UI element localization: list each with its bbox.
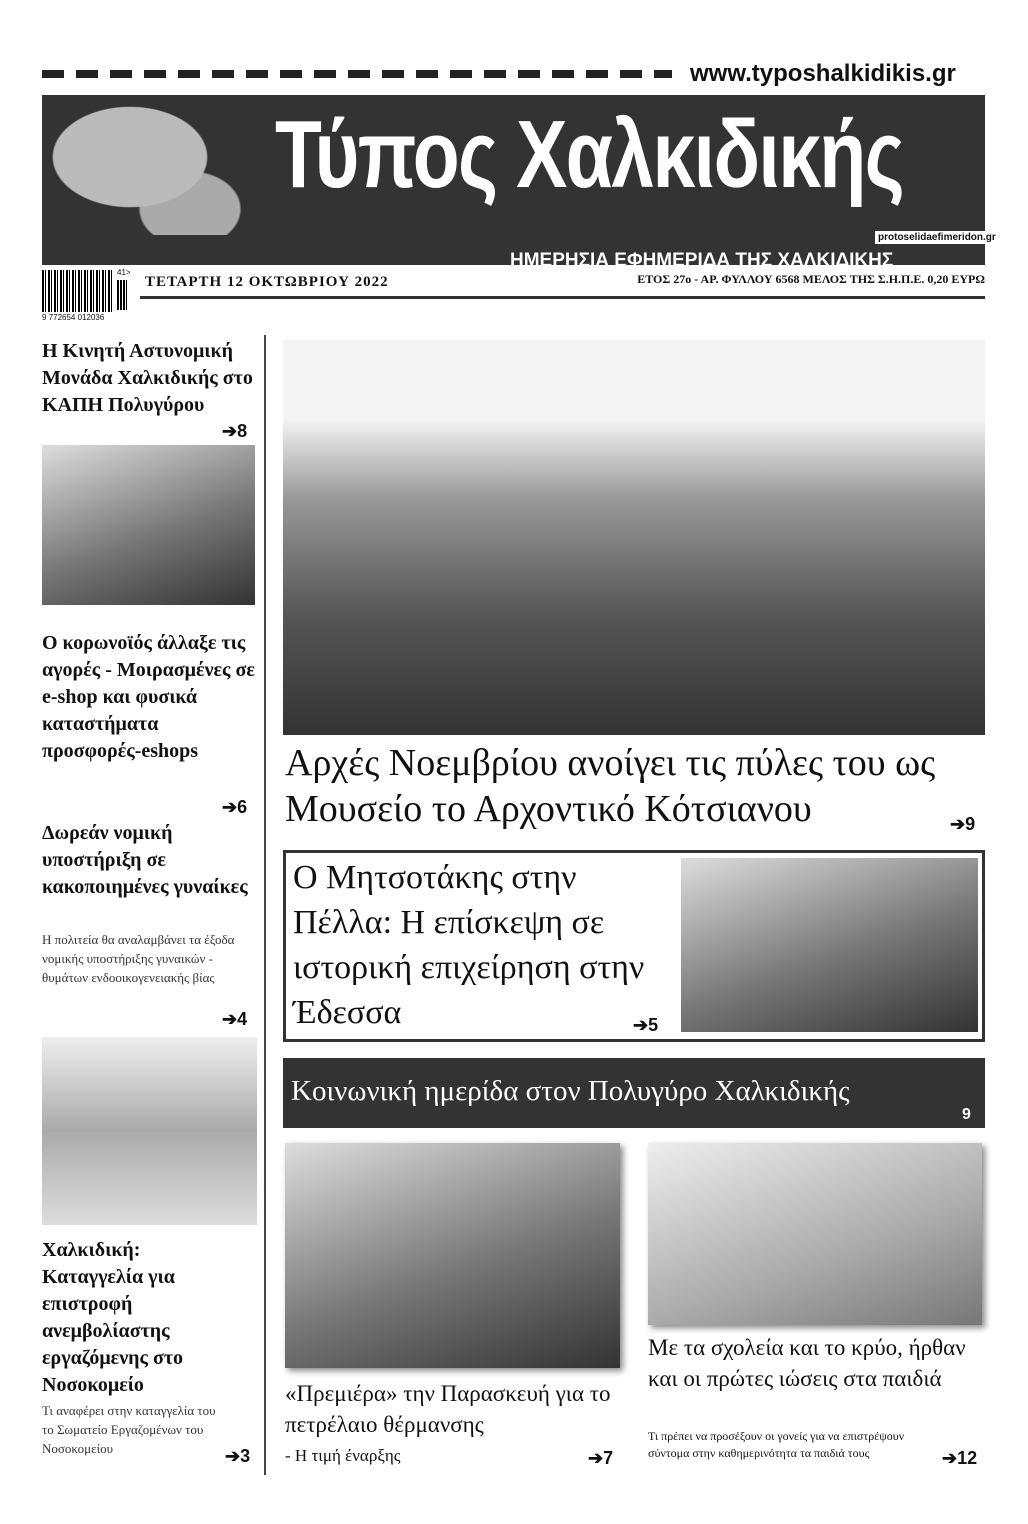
watermark: protoselidaefimeridon.gr — [875, 231, 999, 244]
barcode — [42, 270, 112, 312]
chalkidiki-map-image — [50, 105, 250, 235]
masthead-subtitle: ΗΜΕΡΗΣΙΑ ΕΦΗΜΕΡΙΔΑ ΤΗΣ ΧΑΛΚΙΔΙΚΗΣ — [510, 250, 894, 271]
left-story-3-page: ➔4 — [222, 1009, 248, 1029]
left-story-4-title[interactable]: Χαλκιδική: Καταγγελία για επιστροφή ανεμβολίαστης εργαζόμενης στο Νοσοκομείο — [42, 1239, 184, 1396]
barcode-addon — [117, 280, 127, 310]
issue-date: ΤΕΤΑΡΤΗ 12 ΟΚΤΩΒΡΙΟΥ 2022 — [145, 274, 389, 290]
left-story-2-title[interactable]: Ο κορωνοϊός άλλαξε τις αγορές - Μοιρασμένες σε e-shop και φυσικά καταστήματα προσφορές-eshops — [42, 632, 255, 762]
issue-info: ΕΤΟΣ 27ο - ΑΡ. ΦΥΛΛΟΥ 6568 ΜΕΛΟΣ ΤΗΣ Σ.Η.Π.Ε. 0,20 ΕΥΡΩ — [637, 272, 985, 286]
newspaper-logo: Τύπος Χαλκιδικής — [275, 101, 904, 208]
column-divider — [264, 335, 266, 1475]
laptop-shopping-photo — [42, 445, 255, 605]
heating-oil-photo — [285, 1143, 620, 1368]
header-rule — [140, 296, 985, 299]
story-flu-page: ➔12 — [942, 1448, 978, 1468]
barcode-addon-number: 41> — [117, 268, 131, 277]
story-heating-oil-title[interactable]: «Πρεμιέρα» την Παρασκευή για το πετρέλαιο θέρμανσης — [285, 1381, 611, 1437]
lead-headline[interactable]: Αρχές Νοεμβρίου ανοίγει τις πύλες του ως Μουσείο το Αρχοντικό Κότσιανου — [285, 742, 936, 830]
barcode-number: 9 772654 012036 — [42, 313, 105, 322]
left-story-3-summary: Η πολιτεία θα αναλαμβάνει τα έξοδα νομικής υποστήριξης γυναικών - θυμάτων ενδοοικογενειακής βίας — [42, 932, 235, 985]
box-page: ➔5 — [633, 1015, 659, 1035]
left-story-4-page: ➔3 — [225, 1446, 251, 1466]
box-headline[interactable]: Ο Μητσοτάκης στην Πέλλα: Η επίσκεψη σε ιστορική επιχείρηση στην Έδεσσα — [293, 859, 645, 1031]
sick-child-photo — [648, 1143, 982, 1325]
lead-page: ➔9 — [950, 814, 976, 834]
seminar-headline-bar[interactable] — [283, 1058, 985, 1128]
left-story-2-page: ➔6 — [222, 797, 248, 817]
left-story-3-title[interactable]: Δωρεάν νομική υποστήριξη σε κακοποιημένες γυναίκες — [42, 822, 248, 898]
left-story-4-summary: Τι αναφέρει στην καταγγελία του το Σωματείο Εργαζομένων του Νοσοκομείου — [42, 1403, 216, 1456]
mitsotakis-visit-photo — [681, 858, 978, 1032]
kotsianou-mansion-photo — [283, 340, 985, 735]
hospital-corridor-photo — [42, 1037, 257, 1225]
story-heating-oil-page: ➔7 — [588, 1448, 614, 1468]
story-flu-summary: Τι πρέπει να προσέξουν οι γονείς για να επιστρέψουν σύντομα στην καθημερινότητα τα παιδιά τους — [648, 1429, 905, 1460]
left-story-1-page: ➔8 — [222, 421, 248, 441]
left-story-1-title[interactable]: Η Κινητή Αστυνομική Μονάδα Χαλκιδικής στο ΚΑΠΗ Πολυγύρου — [42, 340, 253, 416]
bar-headline: Κοινωνική ημερίδα στον Πολυγύρο Χαλκιδικής — [291, 1075, 850, 1107]
story-heating-oil-subtitle: - Η τιμή έναρξης — [285, 1446, 401, 1465]
story-flu-title[interactable]: Με τα σχολεία και το κρύο, ήρθαν και οι πρώτες ιώσεις στα παιδιά — [648, 1335, 966, 1391]
website-url[interactable]: www.typoshalkidikis.gr — [690, 60, 956, 87]
bar-page: 9 — [962, 1106, 971, 1123]
dashed-rule — [42, 70, 672, 78]
